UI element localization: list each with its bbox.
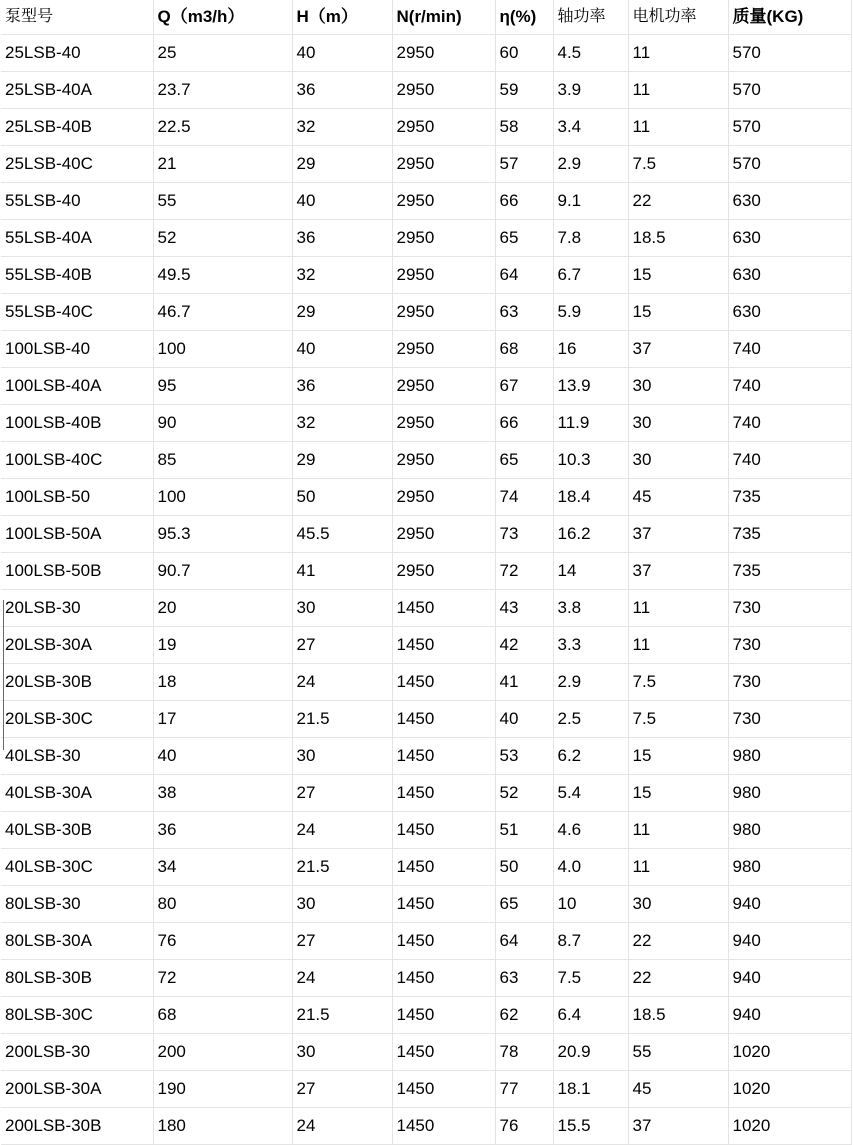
- header-pump-model: 泵型号: [1, 0, 153, 35]
- cell-pump-model: 80LSB-30B: [1, 960, 153, 997]
- table-row: [1, 1034, 851, 1071]
- cell-shaft-power: 4.5: [553, 35, 628, 72]
- cell-motor-power: 11: [628, 627, 728, 664]
- table-row: [1, 553, 851, 590]
- cell-shaft-power: 20.9: [553, 1034, 628, 1071]
- table-row: [1, 72, 851, 109]
- cell-weight: 570: [728, 109, 851, 146]
- cell-weight: 735: [728, 516, 851, 553]
- cell-motor-power: 37: [628, 516, 728, 553]
- table-row: [1, 35, 851, 72]
- cell-weight: 630: [728, 257, 851, 294]
- cell-speed: 2950: [392, 442, 495, 479]
- cell-weight: 740: [728, 405, 851, 442]
- cell-shaft-power: 7.8: [553, 220, 628, 257]
- table-row: [1, 775, 851, 812]
- cell-weight: 630: [728, 183, 851, 220]
- cell-head: 40: [292, 35, 392, 72]
- cell-head: 32: [292, 405, 392, 442]
- cell-weight: 570: [728, 72, 851, 109]
- cell-efficiency: 65: [495, 220, 553, 257]
- cell-head: 29: [292, 146, 392, 183]
- cell-shaft-power: 2.9: [553, 146, 628, 183]
- cell-flow-rate: 85: [153, 442, 292, 479]
- cell-flow-rate: 76: [153, 923, 292, 960]
- cell-flow-rate: 25: [153, 35, 292, 72]
- table-row: [1, 183, 851, 220]
- cell-pump-model: 100LSB-40B: [1, 405, 153, 442]
- cell-pump-model: 100LSB-40: [1, 331, 153, 368]
- table-row: [1, 1071, 851, 1108]
- cell-weight: 570: [728, 35, 851, 72]
- cell-weight: 980: [728, 775, 851, 812]
- table-row: [1, 960, 851, 997]
- cell-motor-power: 11: [628, 849, 728, 886]
- cell-shaft-power: 3.8: [553, 590, 628, 627]
- table-row: [1, 146, 851, 183]
- cell-shaft-power: 2.9: [553, 664, 628, 701]
- cell-motor-power: 30: [628, 368, 728, 405]
- cell-efficiency: 51: [495, 812, 553, 849]
- cell-shaft-power: 6.4: [553, 997, 628, 1034]
- cell-weight: 1020: [728, 1071, 851, 1108]
- table-row: [1, 368, 851, 405]
- table-row: [1, 997, 851, 1034]
- cell-flow-rate: 34: [153, 849, 292, 886]
- cell-motor-power: 22: [628, 960, 728, 997]
- cell-motor-power: 55: [628, 1034, 728, 1071]
- cell-flow-rate: 200: [153, 1034, 292, 1071]
- cell-pump-model: 20LSB-30A: [1, 627, 153, 664]
- cell-flow-rate: 22.5: [153, 109, 292, 146]
- table-row: [1, 294, 851, 331]
- cell-flow-rate: 100: [153, 331, 292, 368]
- cell-head: 50: [292, 479, 392, 516]
- cell-motor-power: 37: [628, 1108, 728, 1145]
- cell-shaft-power: 10.3: [553, 442, 628, 479]
- cell-shaft-power: 9.1: [553, 183, 628, 220]
- cell-efficiency: 65: [495, 442, 553, 479]
- cell-efficiency: 78: [495, 1034, 553, 1071]
- cell-head: 40: [292, 331, 392, 368]
- cell-motor-power: 15: [628, 294, 728, 331]
- cell-weight: 570: [728, 146, 851, 183]
- cell-shaft-power: 5.9: [553, 294, 628, 331]
- cell-pump-model: 20LSB-30C: [1, 701, 153, 738]
- cell-speed: 1450: [392, 1071, 495, 1108]
- cell-head: 29: [292, 294, 392, 331]
- cell-speed: 2950: [392, 405, 495, 442]
- cell-speed: 1450: [392, 849, 495, 886]
- table-row: [1, 442, 851, 479]
- cell-speed: 2950: [392, 146, 495, 183]
- cell-speed: 2950: [392, 553, 495, 590]
- cell-shaft-power: 15.5: [553, 1108, 628, 1145]
- cell-pump-model: 25LSB-40C: [1, 146, 153, 183]
- cell-speed: 1450: [392, 627, 495, 664]
- cell-head: 30: [292, 886, 392, 923]
- table-row: [1, 220, 851, 257]
- cell-motor-power: 45: [628, 1071, 728, 1108]
- cell-motor-power: 7.5: [628, 701, 728, 738]
- cell-head: 32: [292, 109, 392, 146]
- table-row: [1, 516, 851, 553]
- cell-weight: 980: [728, 812, 851, 849]
- cell-speed: 2950: [392, 220, 495, 257]
- cell-shaft-power: 16.2: [553, 516, 628, 553]
- cell-head: 24: [292, 812, 392, 849]
- table-row: [1, 331, 851, 368]
- cell-speed: 2950: [392, 331, 495, 368]
- header-head: H（m）: [292, 0, 392, 35]
- cell-efficiency: 65: [495, 886, 553, 923]
- cell-motor-power: 15: [628, 257, 728, 294]
- cell-pump-model: 40LSB-30C: [1, 849, 153, 886]
- cell-flow-rate: 190: [153, 1071, 292, 1108]
- cell-motor-power: 15: [628, 775, 728, 812]
- cell-shaft-power: 3.3: [553, 627, 628, 664]
- cell-speed: 1450: [392, 775, 495, 812]
- cell-head: 21.5: [292, 849, 392, 886]
- cell-speed: 2950: [392, 257, 495, 294]
- cell-efficiency: 76: [495, 1108, 553, 1145]
- cell-flow-rate: 46.7: [153, 294, 292, 331]
- cell-speed: 2950: [392, 35, 495, 72]
- cell-motor-power: 30: [628, 886, 728, 923]
- cell-motor-power: 11: [628, 35, 728, 72]
- cell-motor-power: 15: [628, 738, 728, 775]
- cell-efficiency: 58: [495, 109, 553, 146]
- cell-head: 24: [292, 960, 392, 997]
- cell-speed: 2950: [392, 183, 495, 220]
- cell-motor-power: 11: [628, 590, 728, 627]
- cell-flow-rate: 17: [153, 701, 292, 738]
- cell-flow-rate: 100: [153, 479, 292, 516]
- cell-shaft-power: 8.7: [553, 923, 628, 960]
- cell-efficiency: 72: [495, 553, 553, 590]
- cell-motor-power: 11: [628, 109, 728, 146]
- cell-speed: 1450: [392, 664, 495, 701]
- cell-flow-rate: 52: [153, 220, 292, 257]
- table-row: [1, 664, 851, 701]
- cell-flow-rate: 38: [153, 775, 292, 812]
- cell-flow-rate: 68: [153, 997, 292, 1034]
- table-row: [1, 849, 851, 886]
- cell-shaft-power: 6.2: [553, 738, 628, 775]
- table-row: [1, 923, 851, 960]
- cell-weight: 730: [728, 664, 851, 701]
- cell-pump-model: 80LSB-30: [1, 886, 153, 923]
- cell-head: 41: [292, 553, 392, 590]
- cell-efficiency: 43: [495, 590, 553, 627]
- table-header: [1, 0, 851, 35]
- cell-head: 27: [292, 775, 392, 812]
- cell-shaft-power: 18.1: [553, 1071, 628, 1108]
- cell-efficiency: 40: [495, 701, 553, 738]
- table-row: [1, 405, 851, 442]
- cell-weight: 940: [728, 886, 851, 923]
- cell-flow-rate: 49.5: [153, 257, 292, 294]
- cell-motor-power: 18.5: [628, 220, 728, 257]
- table-row: [1, 812, 851, 849]
- cell-motor-power: 22: [628, 923, 728, 960]
- cell-efficiency: 62: [495, 997, 553, 1034]
- cell-efficiency: 64: [495, 923, 553, 960]
- cell-speed: 1450: [392, 1108, 495, 1145]
- table-row: [1, 701, 851, 738]
- cell-pump-model: 100LSB-50: [1, 479, 153, 516]
- cell-pump-model: 80LSB-30C: [1, 997, 153, 1034]
- cell-efficiency: 52: [495, 775, 553, 812]
- cell-weight: 1020: [728, 1108, 851, 1145]
- cell-flow-rate: 23.7: [153, 72, 292, 109]
- cell-head: 21.5: [292, 997, 392, 1034]
- header-efficiency: η(%): [495, 0, 553, 35]
- table-row: [1, 257, 851, 294]
- cell-head: 27: [292, 1071, 392, 1108]
- cell-efficiency: 77: [495, 1071, 553, 1108]
- cell-speed: 2950: [392, 294, 495, 331]
- cell-shaft-power: 4.0: [553, 849, 628, 886]
- cell-efficiency: 41: [495, 664, 553, 701]
- selection-edge-marker: [3, 600, 4, 750]
- cell-pump-model: 55LSB-40B: [1, 257, 153, 294]
- cell-efficiency: 63: [495, 960, 553, 997]
- cell-pump-model: 25LSB-40A: [1, 72, 153, 109]
- cell-weight: 735: [728, 479, 851, 516]
- cell-head: 45.5: [292, 516, 392, 553]
- cell-shaft-power: 2.5: [553, 701, 628, 738]
- cell-pump-model: 100LSB-40C: [1, 442, 153, 479]
- table-row: [1, 627, 851, 664]
- cell-efficiency: 53: [495, 738, 553, 775]
- table-row: [1, 738, 851, 775]
- cell-pump-model: 40LSB-30B: [1, 812, 153, 849]
- cell-motor-power: 30: [628, 405, 728, 442]
- cell-efficiency: 74: [495, 479, 553, 516]
- cell-head: 24: [292, 1108, 392, 1145]
- cell-pump-model: 40LSB-30: [1, 738, 153, 775]
- cell-speed: 1450: [392, 701, 495, 738]
- cell-motor-power: 37: [628, 331, 728, 368]
- table-row: [1, 109, 851, 146]
- cell-efficiency: 67: [495, 368, 553, 405]
- cell-pump-model: 200LSB-30: [1, 1034, 153, 1071]
- cell-pump-model: 200LSB-30A: [1, 1071, 153, 1108]
- pump-spec-table: [1, 0, 852, 1145]
- header-weight: 质量(KG): [728, 0, 851, 35]
- cell-weight: 735: [728, 553, 851, 590]
- cell-weight: 940: [728, 960, 851, 997]
- cell-flow-rate: 180: [153, 1108, 292, 1145]
- cell-speed: 2950: [392, 368, 495, 405]
- cell-weight: 740: [728, 331, 851, 368]
- cell-motor-power: 11: [628, 72, 728, 109]
- cell-flow-rate: 36: [153, 812, 292, 849]
- cell-weight: 940: [728, 997, 851, 1034]
- cell-efficiency: 73: [495, 516, 553, 553]
- cell-flow-rate: 21: [153, 146, 292, 183]
- cell-pump-model: 25LSB-40: [1, 35, 153, 72]
- cell-pump-model: 55LSB-40: [1, 183, 153, 220]
- cell-motor-power: 30: [628, 442, 728, 479]
- cell-head: 30: [292, 738, 392, 775]
- cell-shaft-power: 10: [553, 886, 628, 923]
- cell-speed: 2950: [392, 516, 495, 553]
- cell-shaft-power: 3.9: [553, 72, 628, 109]
- cell-speed: 2950: [392, 479, 495, 516]
- cell-speed: 1450: [392, 886, 495, 923]
- cell-weight: 730: [728, 627, 851, 664]
- cell-head: 29: [292, 442, 392, 479]
- cell-motor-power: 7.5: [628, 664, 728, 701]
- cell-speed: 1450: [392, 738, 495, 775]
- cell-head: 21.5: [292, 701, 392, 738]
- cell-head: 36: [292, 72, 392, 109]
- cell-shaft-power: 16: [553, 331, 628, 368]
- cell-head: 27: [292, 627, 392, 664]
- cell-speed: 1450: [392, 1034, 495, 1071]
- cell-head: 40: [292, 183, 392, 220]
- cell-efficiency: 59: [495, 72, 553, 109]
- cell-efficiency: 66: [495, 183, 553, 220]
- cell-head: 27: [292, 923, 392, 960]
- table-row: [1, 590, 851, 627]
- cell-weight: 740: [728, 368, 851, 405]
- cell-head: 30: [292, 590, 392, 627]
- cell-weight: 630: [728, 294, 851, 331]
- cell-shaft-power: 5.4: [553, 775, 628, 812]
- cell-head: 24: [292, 664, 392, 701]
- cell-speed: 1450: [392, 812, 495, 849]
- cell-shaft-power: 7.5: [553, 960, 628, 997]
- header-shaft-power: 轴功率: [553, 0, 628, 35]
- cell-head: 36: [292, 368, 392, 405]
- cell-efficiency: 66: [495, 405, 553, 442]
- cell-efficiency: 63: [495, 294, 553, 331]
- cell-pump-model: 100LSB-50A: [1, 516, 153, 553]
- cell-weight: 1020: [728, 1034, 851, 1071]
- table-row: [1, 886, 851, 923]
- cell-pump-model: 200LSB-30B: [1, 1108, 153, 1145]
- header-speed: N(r/min): [392, 0, 495, 35]
- cell-speed: 1450: [392, 923, 495, 960]
- cell-weight: 730: [728, 590, 851, 627]
- table-body: [1, 35, 851, 1145]
- cell-efficiency: 68: [495, 331, 553, 368]
- cell-pump-model: 55LSB-40A: [1, 220, 153, 257]
- cell-flow-rate: 40: [153, 738, 292, 775]
- cell-head: 36: [292, 220, 392, 257]
- cell-flow-rate: 95.3: [153, 516, 292, 553]
- cell-pump-model: 80LSB-30A: [1, 923, 153, 960]
- cell-efficiency: 57: [495, 146, 553, 183]
- cell-motor-power: 11: [628, 812, 728, 849]
- cell-flow-rate: 18: [153, 664, 292, 701]
- cell-weight: 630: [728, 220, 851, 257]
- cell-shaft-power: 13.9: [553, 368, 628, 405]
- cell-shaft-power: 4.6: [553, 812, 628, 849]
- cell-head: 32: [292, 257, 392, 294]
- cell-weight: 980: [728, 738, 851, 775]
- cell-speed: 1450: [392, 960, 495, 997]
- cell-motor-power: 45: [628, 479, 728, 516]
- cell-efficiency: 42: [495, 627, 553, 664]
- cell-flow-rate: 20: [153, 590, 292, 627]
- cell-weight: 980: [728, 849, 851, 886]
- cell-speed: 2950: [392, 109, 495, 146]
- cell-motor-power: 37: [628, 553, 728, 590]
- cell-efficiency: 64: [495, 257, 553, 294]
- cell-pump-model: 100LSB-40A: [1, 368, 153, 405]
- cell-shaft-power: 14: [553, 553, 628, 590]
- cell-shaft-power: 11.9: [553, 405, 628, 442]
- cell-pump-model: 40LSB-30A: [1, 775, 153, 812]
- cell-pump-model: 25LSB-40B: [1, 109, 153, 146]
- cell-motor-power: 22: [628, 183, 728, 220]
- cell-flow-rate: 55: [153, 183, 292, 220]
- cell-flow-rate: 90: [153, 405, 292, 442]
- cell-weight: 740: [728, 442, 851, 479]
- cell-flow-rate: 90.7: [153, 553, 292, 590]
- header-motor-power: 电机功率: [628, 0, 728, 35]
- cell-pump-model: 100LSB-50B: [1, 553, 153, 590]
- cell-speed: 2950: [392, 72, 495, 109]
- cell-flow-rate: 80: [153, 886, 292, 923]
- cell-motor-power: 18.5: [628, 997, 728, 1034]
- cell-flow-rate: 72: [153, 960, 292, 997]
- cell-shaft-power: 18.4: [553, 479, 628, 516]
- cell-head: 30: [292, 1034, 392, 1071]
- cell-speed: 1450: [392, 997, 495, 1034]
- cell-pump-model: 55LSB-40C: [1, 294, 153, 331]
- cell-pump-model: 20LSB-30: [1, 590, 153, 627]
- cell-weight: 730: [728, 701, 851, 738]
- cell-efficiency: 50: [495, 849, 553, 886]
- cell-flow-rate: 95: [153, 368, 292, 405]
- header-row: [1, 0, 851, 35]
- cell-pump-model: 20LSB-30B: [1, 664, 153, 701]
- table-row: [1, 1108, 851, 1145]
- header-flow-rate: Q（m3/h）: [153, 0, 292, 35]
- cell-motor-power: 7.5: [628, 146, 728, 183]
- cell-flow-rate: 19: [153, 627, 292, 664]
- cell-speed: 1450: [392, 590, 495, 627]
- cell-weight: 940: [728, 923, 851, 960]
- table-row: [1, 479, 851, 516]
- cell-shaft-power: 6.7: [553, 257, 628, 294]
- cell-efficiency: 60: [495, 35, 553, 72]
- cell-shaft-power: 3.4: [553, 109, 628, 146]
